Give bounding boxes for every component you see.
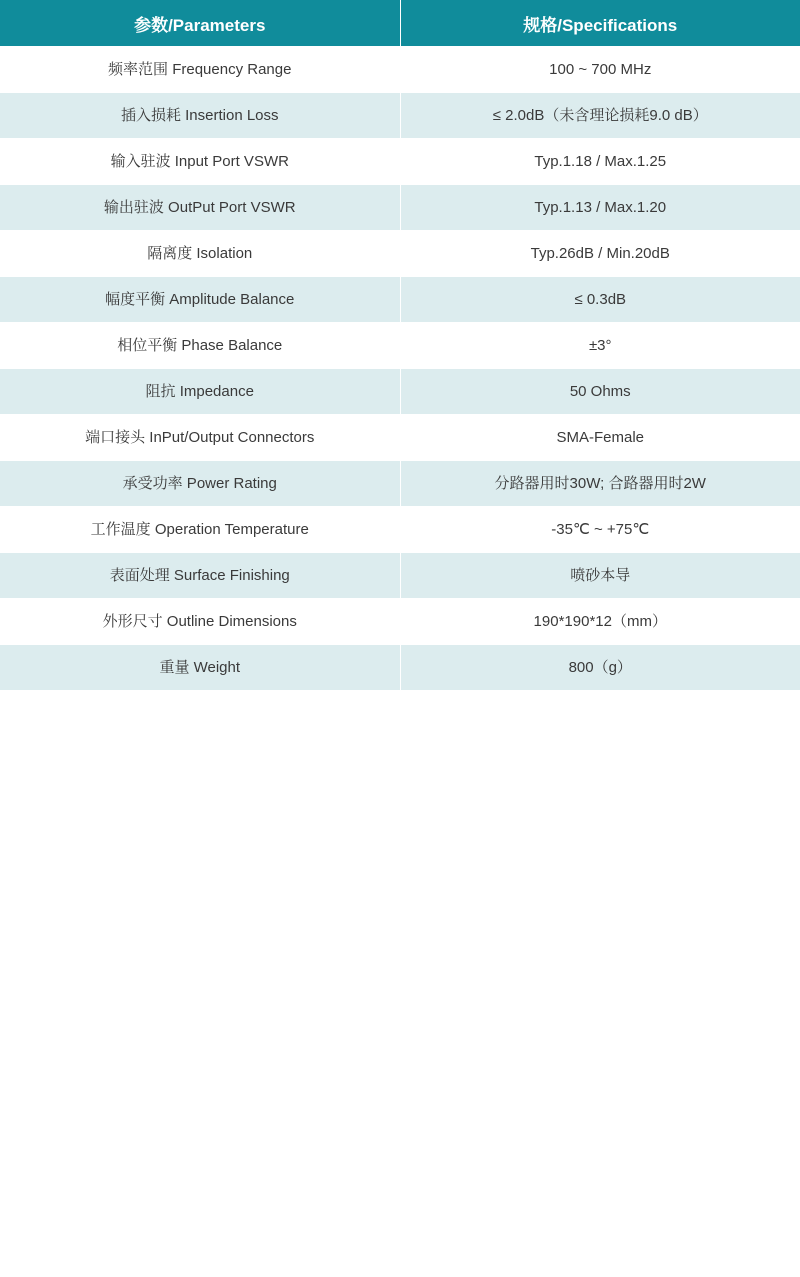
- cell-specification: 190*190*12（mm）: [400, 599, 800, 645]
- cell-specification: 800（g）: [400, 645, 800, 691]
- table-header: [0, 0, 800, 47]
- cell-specification: Typ.26dB / Min.20dB: [400, 231, 800, 277]
- table-row: [0, 599, 800, 645]
- table-row: [0, 93, 800, 139]
- cell-parameter: 端口接头 InPut/Output Connectors: [0, 415, 400, 461]
- cell-parameter: 插入损耗 Insertion Loss: [0, 93, 400, 139]
- cell-specification: 喷砂本导: [400, 553, 800, 599]
- table-row: [0, 645, 800, 691]
- cell-specification: 50 Ohms: [400, 369, 800, 415]
- cell-parameter: 重量 Weight: [0, 645, 400, 691]
- cell-parameter: 表面处理 Surface Finishing: [0, 553, 400, 599]
- cell-specification: 分路器用时30W; 合路器用时2W: [400, 461, 800, 507]
- table-row: [0, 47, 800, 93]
- table-row: [0, 507, 800, 553]
- cell-parameter: 阻抗 Impedance: [0, 369, 400, 415]
- table-row: [0, 415, 800, 461]
- table-body: [0, 47, 800, 691]
- column-header-parameters: 参数/Parameters: [0, 0, 400, 47]
- cell-specification: SMA-Female: [400, 415, 800, 461]
- cell-specification: Typ.1.13 / Max.1.20: [400, 185, 800, 231]
- table-row: [0, 185, 800, 231]
- cell-specification: ≤ 2.0dB（未含理论损耗9.0 dB）: [400, 93, 800, 139]
- table-header-row: [0, 0, 800, 47]
- table-row: [0, 369, 800, 415]
- cell-parameter: 外形尺寸 Outline Dimensions: [0, 599, 400, 645]
- table-row: [0, 553, 800, 599]
- cell-parameter: 频率范围 Frequency Range: [0, 47, 400, 93]
- cell-parameter: 工作温度 Operation Temperature: [0, 507, 400, 553]
- table-row: [0, 231, 800, 277]
- cell-specification: -35℃ ~ +75℃: [400, 507, 800, 553]
- cell-parameter: 输出驻波 OutPut Port VSWR: [0, 185, 400, 231]
- table-row: [0, 323, 800, 369]
- table-row: [0, 139, 800, 185]
- cell-specification: ≤ 0.3dB: [400, 277, 800, 323]
- cell-parameter: 幅度平衡 Amplitude Balance: [0, 277, 400, 323]
- column-header-specifications: 规格/Specifications: [400, 0, 800, 47]
- table-row: [0, 461, 800, 507]
- cell-specification: 100 ~ 700 MHz: [400, 47, 800, 93]
- cell-specification: Typ.1.18 / Max.1.25: [400, 139, 800, 185]
- cell-specification: ±3°: [400, 323, 800, 369]
- cell-parameter: 输入驻波 Input Port VSWR: [0, 139, 400, 185]
- table-row: [0, 277, 800, 323]
- cell-parameter: 承受功率 Power Rating: [0, 461, 400, 507]
- cell-parameter: 相位平衡 Phase Balance: [0, 323, 400, 369]
- cell-parameter: 隔离度 Isolation: [0, 231, 400, 277]
